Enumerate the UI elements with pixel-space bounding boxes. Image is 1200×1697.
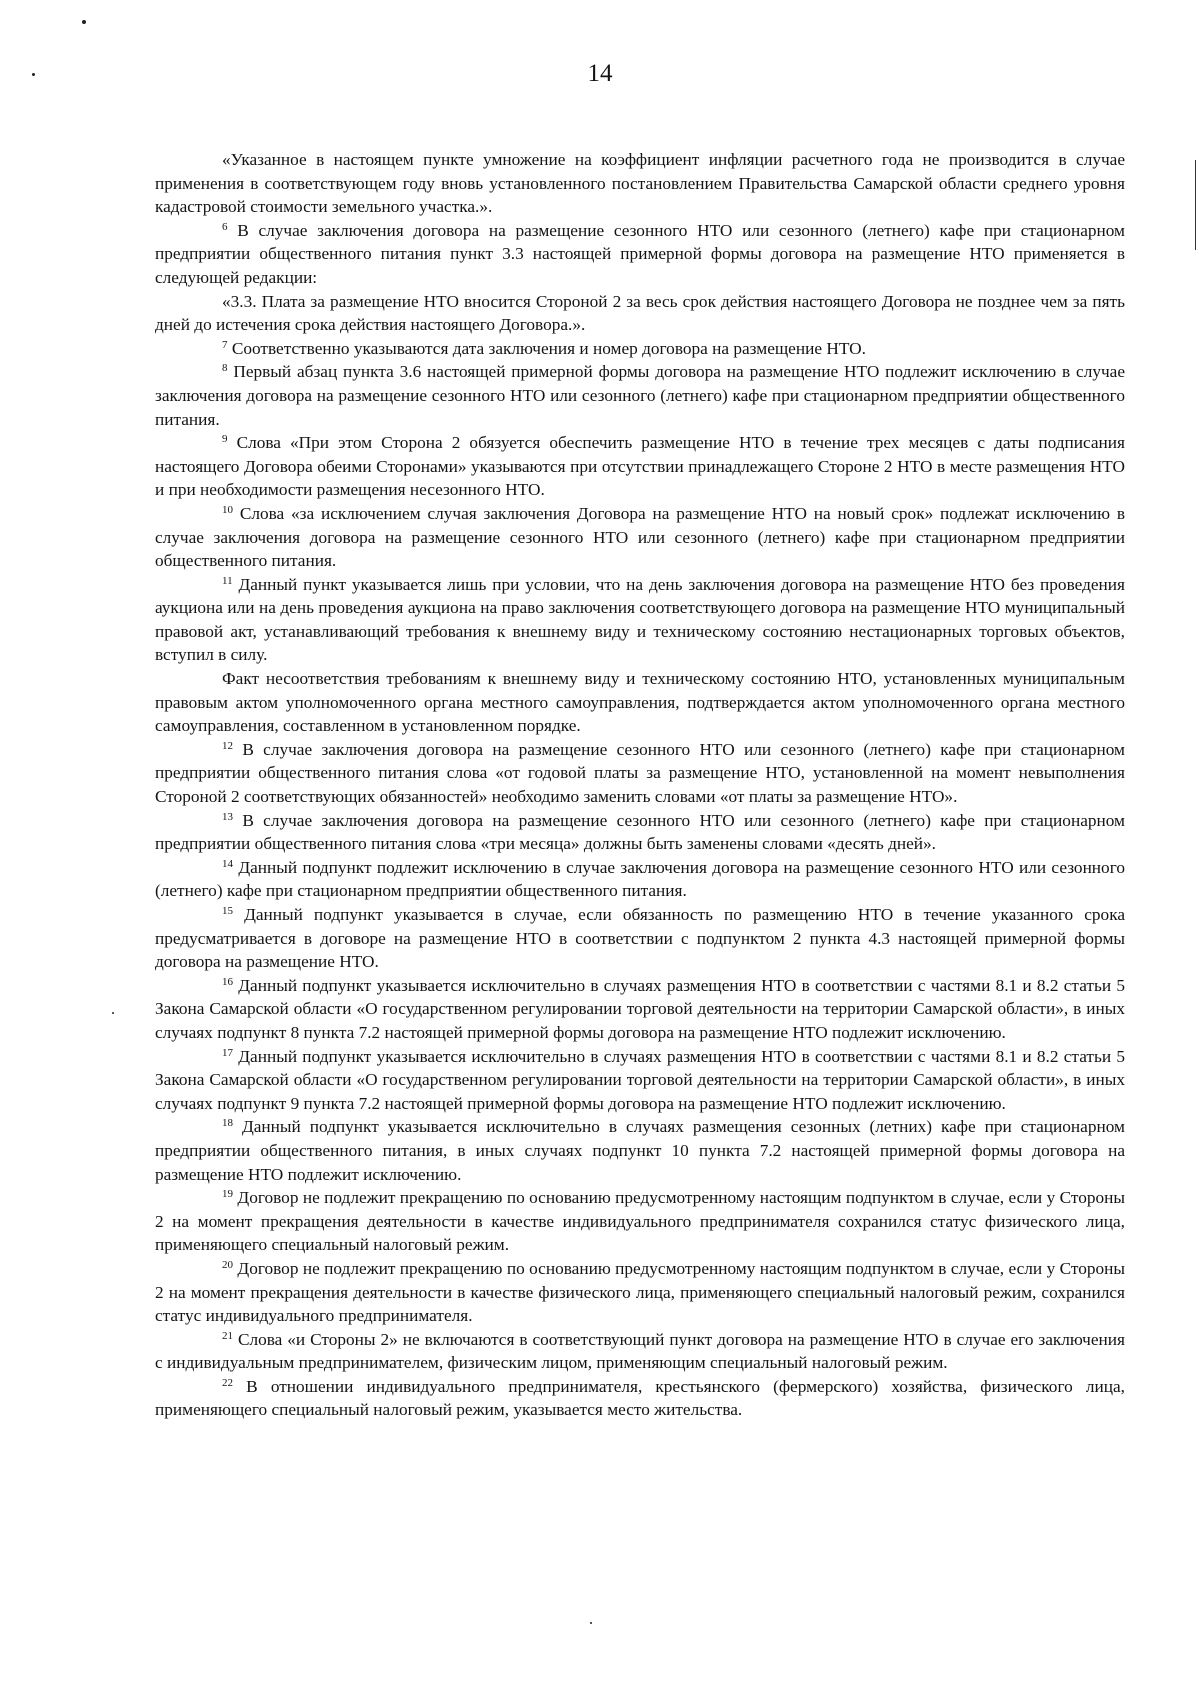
footnote-7 bbox=[155, 337, 1125, 361]
footnote-21 bbox=[155, 1328, 1125, 1375]
footnote-10 bbox=[155, 502, 1125, 573]
footnote-mark: 16 bbox=[222, 975, 233, 988]
footnote-14 bbox=[155, 856, 1125, 903]
footnote-mark: 10 bbox=[222, 503, 233, 516]
paragraph-text: «3.3. Плата за размещение НТО вносится Стороной 2 за весь срок действия настоящего Договора не позднее чем за пять дней до истечения срока действия настоящего Договора.». bbox=[155, 291, 1125, 335]
text-body bbox=[155, 148, 1125, 1422]
footnote-text: Данный подпункт указывается исключительно в случаях размещения сезонных (летних) кафе при стационарном предприятии общественного питания, в иных случаях подпункт 10 пункта 7.2 настоящей примерной формы договора на размещение НТО подлежит исключению. bbox=[155, 1117, 1125, 1184]
footnote-6 bbox=[155, 219, 1125, 290]
footnote-11 bbox=[155, 573, 1125, 667]
paragraph-continuation bbox=[155, 148, 1125, 219]
footnote-17 bbox=[155, 1045, 1125, 1116]
footnote-18 bbox=[155, 1115, 1125, 1186]
footnote-mark: 11 bbox=[222, 574, 233, 587]
footnote-15 bbox=[155, 903, 1125, 974]
footnote-text: Данный пункт указывается лишь при условии, что на день заключения договора на размещение НТО без проведения аукциона или на день проведения аукциона на право заключения соответствующего договора на размещение НТО муниципальный правовой акт, устанавливающий требования к внешнему виду и техническому состоянию нестационарных торговых объектов, вступил в силу. bbox=[155, 574, 1125, 665]
footnote-20 bbox=[155, 1257, 1125, 1328]
footnote-16 bbox=[155, 974, 1125, 1045]
footnote-mark: 12 bbox=[222, 739, 233, 752]
footnote-mark: 14 bbox=[222, 857, 233, 870]
footnote-text: В случае заключения договора на размещение сезонного НТО или сезонного (летнего) кафе при стационарном предприятии общественного питания слова «три месяца» должны быть заменены словами «десять дней». bbox=[155, 810, 1125, 854]
footnote-mark: 7 bbox=[222, 338, 228, 351]
footnote-12 bbox=[155, 738, 1125, 809]
footnote-8 bbox=[155, 360, 1125, 431]
footnote-22 bbox=[155, 1375, 1125, 1422]
paragraph-clause-3-3 bbox=[155, 290, 1125, 337]
footnote-text: В отношении индивидуального предпринимателя, крестьянского (фермерского) хозяйства, физического лица, применяющего специальный налоговый режим, указывается место жительства. bbox=[155, 1376, 1126, 1420]
footnote-text: Слова «за исключением случая заключения Договора на размещение НТО на новый срок» подлежат исключению в случае заключения договора на размещение сезонного НТО или сезонного (летнего) кафе при стационарном предприятии общественного питания. bbox=[155, 503, 1125, 571]
footnote-mark: 13 bbox=[222, 810, 233, 823]
footnote-mark: 18 bbox=[222, 1117, 233, 1130]
footnote-mark: 21 bbox=[222, 1329, 233, 1342]
footnote-text: Данный подпункт указывается исключительно в случаях размещения НТО в соответствии с частями 8.1 и 8.2 статьи 5 Закона Самарской области «О государственном регулировании торговой деятельности на территории Самарской области», в иных случаях подпункт 9 пункта 7.2 настоящей примерной формы договора на размещение НТО подлежит исключению. bbox=[155, 1046, 1125, 1113]
paragraph-fact bbox=[155, 667, 1125, 738]
paragraph-text: «Указанное в настоящем пункте умножение на коэффициент инфляции расчетного года не производится в случае применения в соответствующем году вновь установленного постановлением Правительства Самарской области среднего уровня кадастровой стоимости земельного участка.». bbox=[155, 150, 1125, 217]
footnote-text: В случае заключения договора на размещение сезонного НТО или сезонного (летнего) кафе при стационарном предприятии общественного питания пункт 3.3 настоящей примерной формы договора на размещение НТО применяется в следующей редакции: bbox=[155, 220, 1125, 287]
paragraph-text: Факт несоответствия требованиям к внешнему виду и техническому состоянию НТО, установленных муниципальным правовым актом уполномоченного органа местного самоуправления, подтверждается актом уполномоченного органа местного самоуправления, составленном в установленном порядке. bbox=[155, 669, 1125, 736]
footnote-text: Первый абзац пункта 3.6 настоящей примерной формы договора на размещение НТО подлежит исключению в случае заключения договора на размещение сезонного НТО или сезонного (летнего) кафе при стационарном предприятии общественного питания. bbox=[155, 362, 1125, 429]
page-number: 14 bbox=[587, 60, 613, 87]
footnote-mark: 8 bbox=[222, 362, 228, 375]
scan-speck bbox=[112, 1012, 114, 1014]
footnote-text: Данный подпункт указывается исключительно в случаях размещения НТО в соответствии с частями 8.1 и 8.2 статьи 5 Закона Самарской области «О государственном регулировании торговой деятельности на территории Самарской области», в иных случаях подпункт 8 пункта 7.2 настоящей примерной формы договора на размещение НТО подлежит исключению. bbox=[155, 975, 1125, 1042]
footnote-9 bbox=[155, 431, 1125, 502]
footnote-mark: 20 bbox=[222, 1258, 233, 1271]
footnote-text: Данный подпункт указывается в случае, если обязанность по размещению НТО в течение указанного срока предусматривается в договоре на размещение НТО в соответствии с подпунктом 2 пункта 4.3 настоящей примерной формы договора на размещение НТО. bbox=[155, 905, 1126, 972]
scan-speck bbox=[590, 1622, 592, 1624]
footnote-mark: 19 bbox=[222, 1188, 233, 1201]
scan-edge-line bbox=[1195, 160, 1196, 250]
footnote-mark: 6 bbox=[222, 220, 228, 233]
footnote-text: Слова «и Стороны 2» не включаются в соответствующий пункт договора на размещение НТО в случае его заключения с индивидуальным предпринимателем, физическим лицом, применяющим специальный налоговый режим. bbox=[155, 1329, 1125, 1373]
footnote-text: Данный подпункт подлежит исключению в случае заключения договора на размещение сезонного НТО или сезонного (летнего) кафе при стационарном предприятии общественного питания. bbox=[155, 857, 1125, 901]
footnote-text: Соответственно указываются дата заключения и номер договора на размещение НТО. bbox=[231, 338, 866, 358]
footnote-text: Договор не подлежит прекращению по основанию предусмотренному настоящим подпунктом в случае, если у Стороны 2 на момент прекращения деятельности в качестве индивидуального предпринимателя сохранился статус физического лица, применяющего специальный налоговый режим. bbox=[155, 1188, 1126, 1255]
footnote-mark: 15 bbox=[222, 905, 233, 917]
footnote-19 bbox=[155, 1186, 1125, 1257]
footnote-mark: 17 bbox=[222, 1046, 233, 1059]
footnote-mark: 9 bbox=[222, 433, 228, 446]
footnote-mark: 22 bbox=[222, 1376, 233, 1389]
scan-speck bbox=[32, 73, 35, 76]
footnote-13 bbox=[155, 809, 1125, 856]
footnote-text: В случае заключения договора на размещение сезонного НТО или сезонного (летнего) кафе при стационарном предприятии общественного питания слова «от годовой платы за размещение НТО, установленной на момент невыполнения Стороной 2 соответствующих обязанностей» необходимо заменить словами «от платы за размещение НТО». bbox=[155, 739, 1125, 807]
scan-speck bbox=[82, 20, 86, 24]
footnote-text: Договор не подлежит прекращению по основанию предусмотренному настоящим подпунктом в случае, если у Стороны 2 на момент прекращения деятельности в качестве физического лица, применяющего специальный налоговый режим, сохранился статус индивидуального предпринимателя. bbox=[155, 1258, 1126, 1326]
footnote-text: Слова «При этом Сторона 2 обязуется обеспечить размещение НТО в течение трех месяцев с даты подписания настоящего Договора обеими Сторонами» указываются при отсутствии принадлежащего Стороне 2 НТО в месте размещения НТО и при необходимости размещения несезонного НТО. bbox=[155, 433, 1125, 500]
